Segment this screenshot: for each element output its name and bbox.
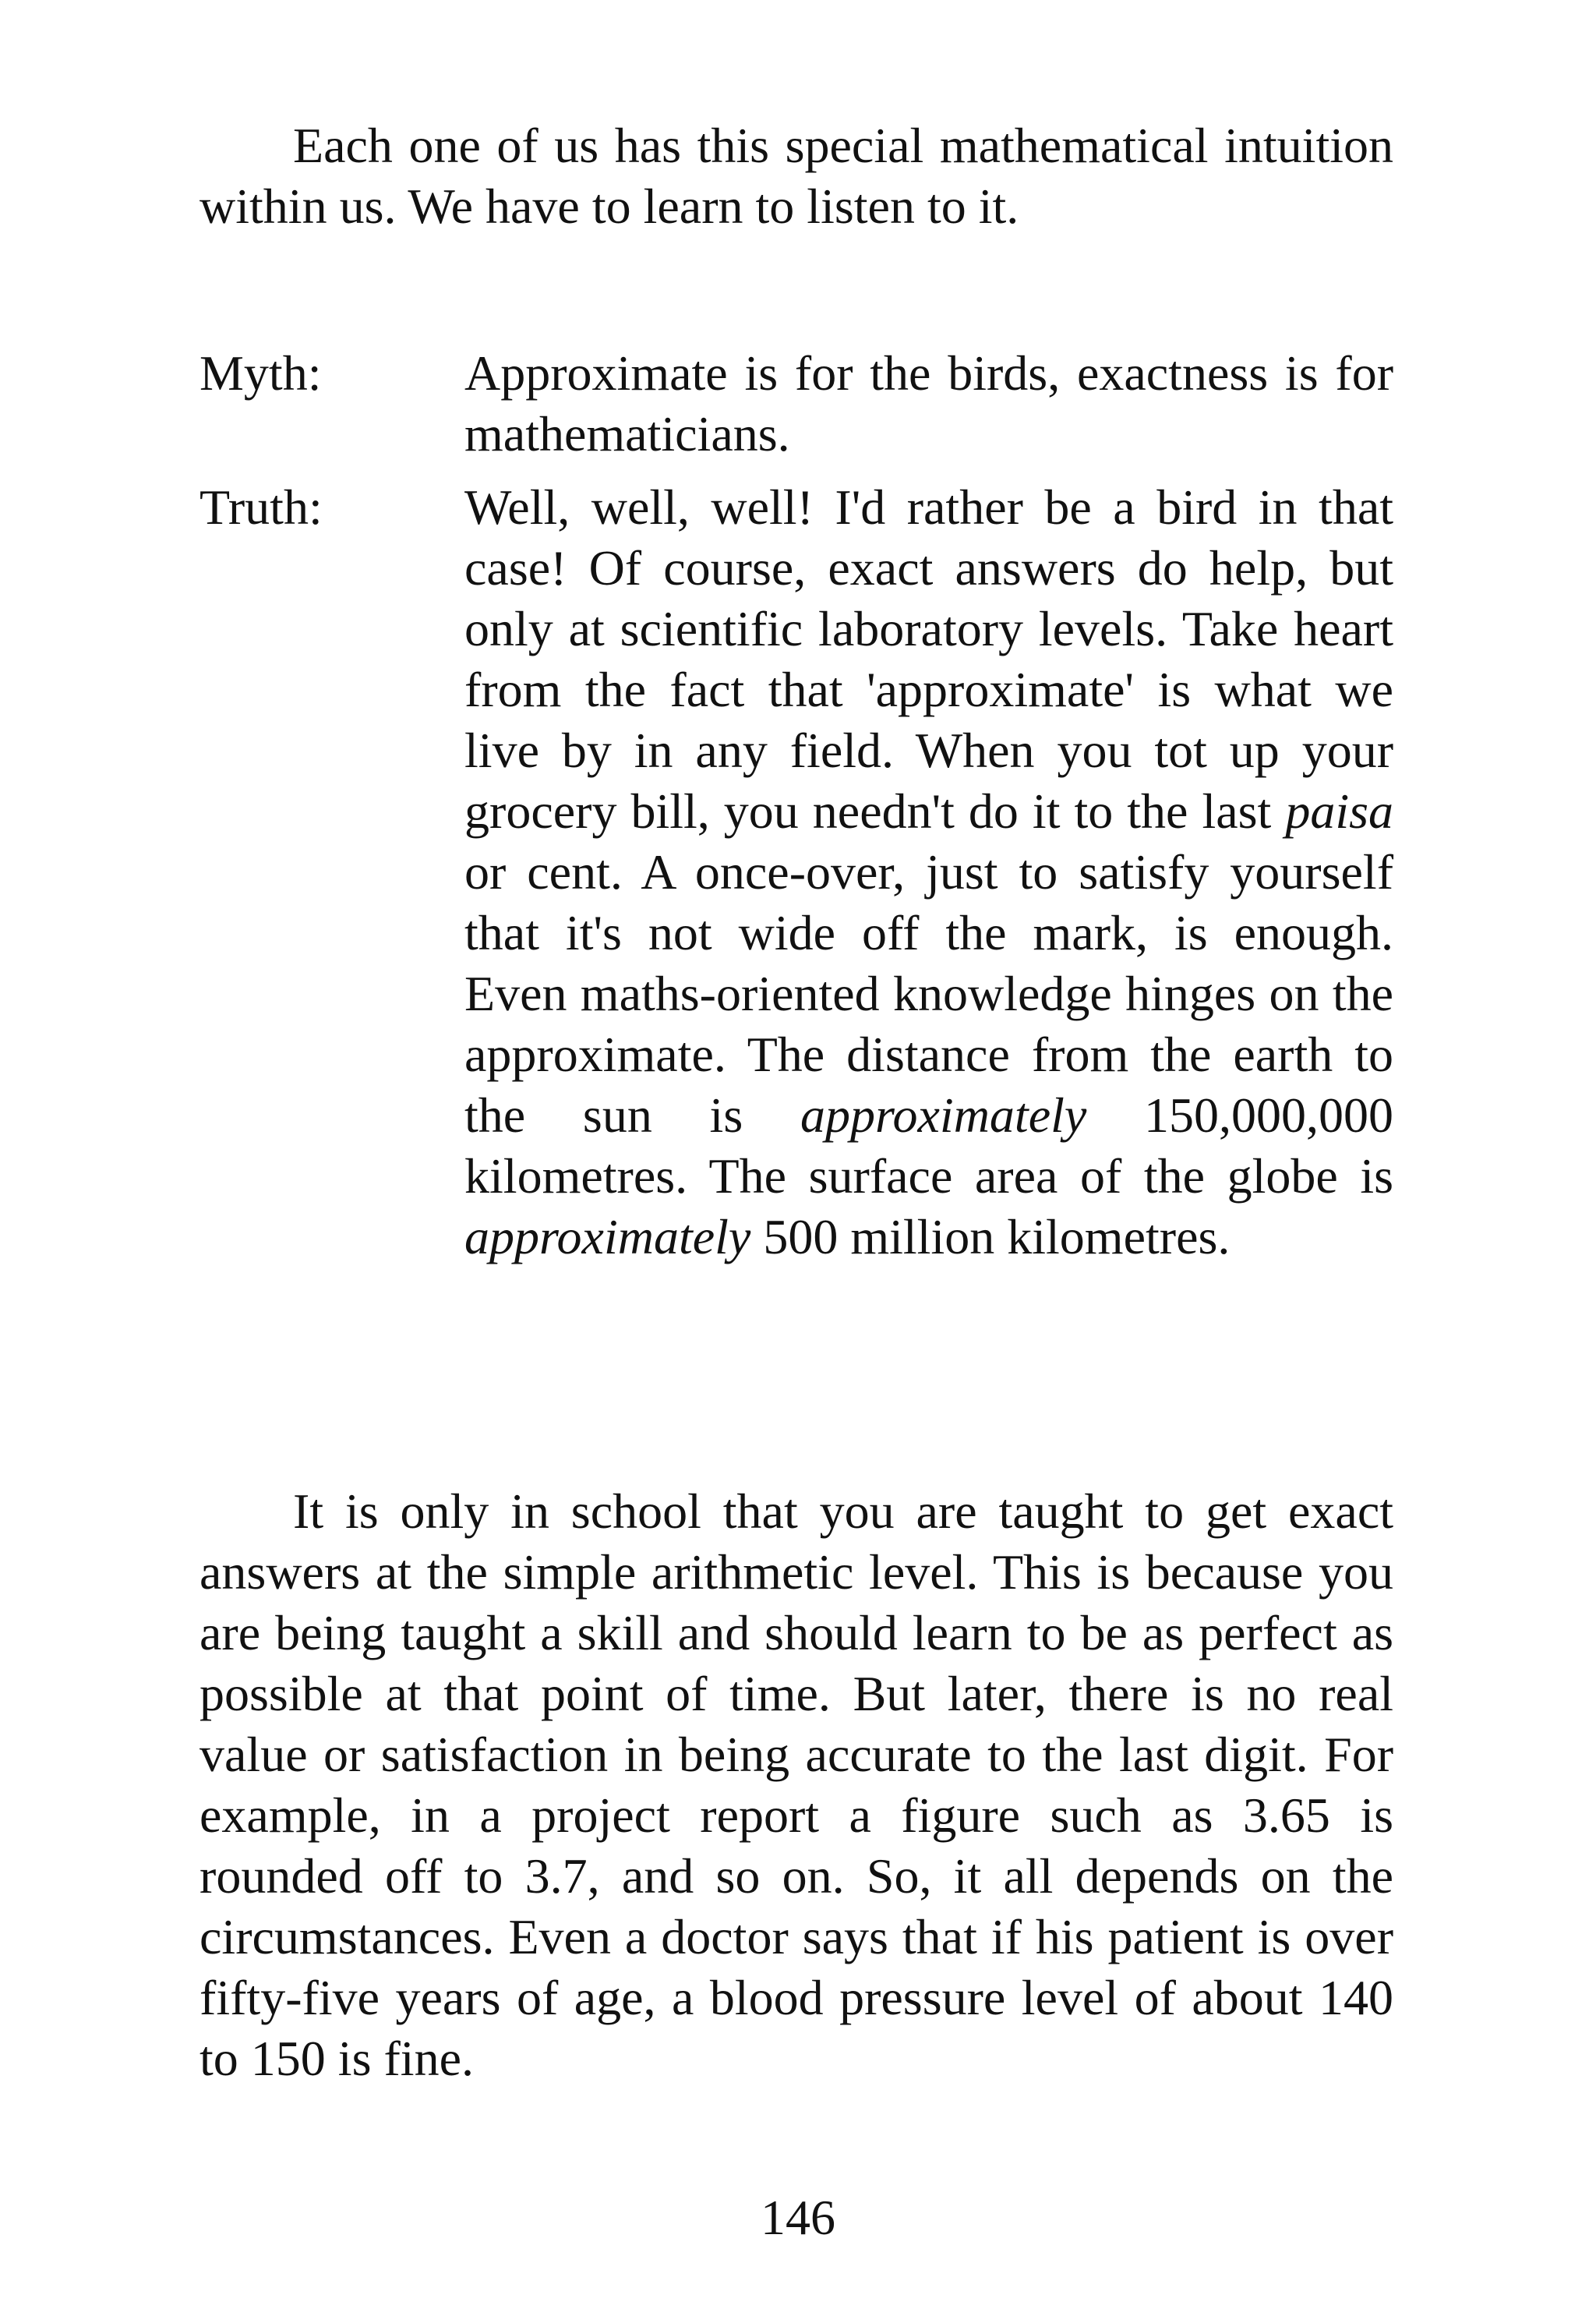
truth-text-italic-paisa: paisa <box>1285 783 1393 839</box>
school-paragraph: It is only in school that you are taught to get exact answers at the simple arithmetic level. This is because you are being taught a skill and should learn to be as perfect as possible at that point of time. But later, there is no real value or satisfaction in being accurate to the last digit. For example, in a project report a figure such as 3.65 is rounded off to 3.7, and so on. So, it all depends on the circumstances. Even a doctor says that if his patient is over fifty-five years of age, a blood pressure level of about 140 to 150 is fine. <box>200 1483 1393 2086</box>
truth-label: Truth: <box>200 479 323 535</box>
myth-label: Myth: <box>200 345 322 401</box>
truth-text-segment: 500 million kilometres. <box>750 1209 1231 1264</box>
truth-text <box>464 477 1393 1268</box>
truth-text-segment: 150,000,000 kilometres. The surface area of the globe is <box>464 1087 1394 1204</box>
truth-text-segment: or cent. A once-over, just to satisfy yourself that it's not wide off the mark, is enough. Even maths-oriented knowledge hinges on the approximate. The distance from the earth to the sun is <box>464 844 1393 1143</box>
myth-row <box>200 343 1393 465</box>
truth-text-italic-approximately: approximately <box>800 1087 1087 1143</box>
myth-text: Approximate is for the birds, exactness is for mathematicians. <box>464 345 1393 461</box>
truth-row <box>200 477 1393 1268</box>
truth-text-italic-approximately: approximately <box>464 1209 751 1264</box>
truth-text-segment: Well, well, well! I'd rather be a bird in that case! Of course, exact answers do help, but only at scientific laboratory levels. Take heart from the fact that 'approximate' is what we live by in any field. When you tot up your grocery bill, you needn't do it to the last <box>464 479 1393 839</box>
intro-paragraph: Each one of us has this special mathematical intuition within us. We have to learn to listen to it. <box>200 118 1393 234</box>
page-number: 146 <box>761 2190 835 2245</box>
